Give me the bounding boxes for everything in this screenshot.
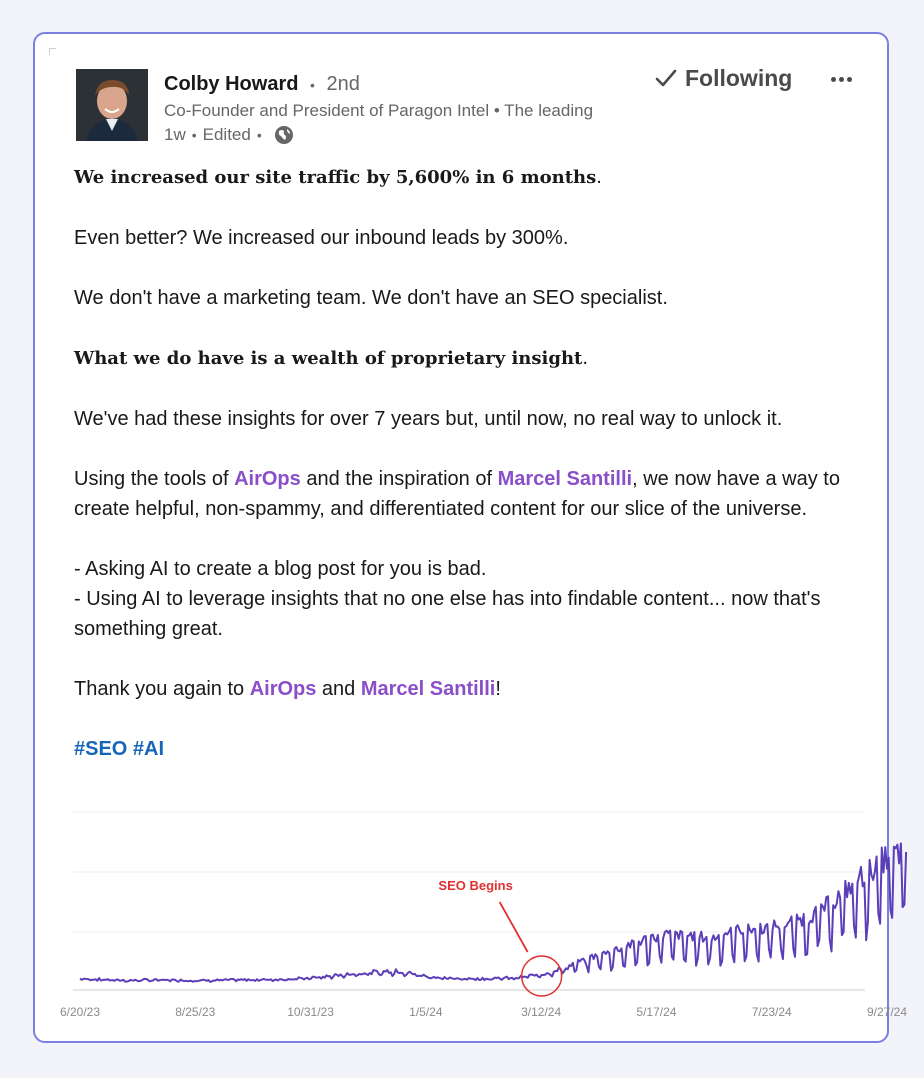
separator-dot: • [310,76,315,93]
x-tick-label: 9/27/24 [866,1005,908,1019]
chart-grid [73,812,865,990]
author-headline: Co-Founder and President of Paragon Intel • The leading [164,100,594,120]
paragraph: We've had these insights for over 7 years but, until now, no real way to unlock it. [74,408,783,430]
x-tick-label: 7/23/24 [751,1005,792,1019]
mention-airops[interactable]: AirOps [249,678,317,700]
connection-degree: 2nd [326,73,360,95]
text: and the inspiration of [300,468,498,490]
hashtags[interactable]: #SEO #AI [74,738,165,760]
x-tick-label: 1/5/24 [409,1005,443,1019]
mention-marcel-santilli[interactable]: Marcel Santilli [360,678,496,700]
author-name[interactable]: Colby Howard [164,73,299,95]
edited-label: Edited [202,124,251,144]
bold-statement: What we do have is a wealth of proprietary insight [74,348,583,369]
globe-icon [274,125,294,145]
x-tick-label: 8/25/23 [175,1005,216,1019]
more-options-button[interactable] [823,64,859,92]
text: . [582,347,588,369]
x-tick-label: 10/31/23 [287,1005,334,1019]
text: . [596,166,602,188]
following-label: Following [685,64,793,91]
text: Thank you again to [74,678,250,700]
traffic-chart[interactable] [43,802,908,1032]
x-tick-label: 6/20/23 [59,1005,101,1019]
avatar[interactable] [76,69,148,141]
more-horizontal-icon [829,69,853,87]
chart-x-ticks [60,1005,907,1019]
annotation-arrow [500,902,528,952]
annotation-label: SEO Begins [438,878,513,893]
paragraph: Even better? We increased our inbound leads by 300%. [74,227,569,249]
check-icon [655,67,677,89]
text: , we now have a way to create helpful, non-spammy, and differentiated content for our slice of the universe. [74,468,840,520]
mention-airops[interactable]: AirOps [234,468,301,490]
avatar-photo [76,69,148,141]
text: and [316,678,361,700]
post-body [74,162,864,764]
separator-dot: • [256,126,262,143]
x-tick-label: 3/12/24 [521,1005,562,1019]
separator-dot: • [191,126,197,143]
x-tick-label: 5/17/24 [636,1005,677,1019]
corner-mark [49,48,56,55]
post-card [33,32,908,1043]
mention-marcel-santilli[interactable]: Marcel Santilli [497,468,633,490]
bold-statement: We increased our site traffic by 5,600% in 6 months [74,167,597,188]
post-time: 1w [164,124,186,144]
text: ! [495,678,501,700]
following-button[interactable] [655,60,792,96]
traffic-series-line [80,843,906,982]
paragraph: We don't have a marketing team. We don't have an SEO specialist. [74,287,668,309]
paragraph: - Asking AI to create a blog post for you is bad. [74,558,487,580]
paragraph: - Using AI to leverage insights that no one else has into findable content... now that's something great. [74,588,821,640]
text: Using the tools of [74,468,235,490]
